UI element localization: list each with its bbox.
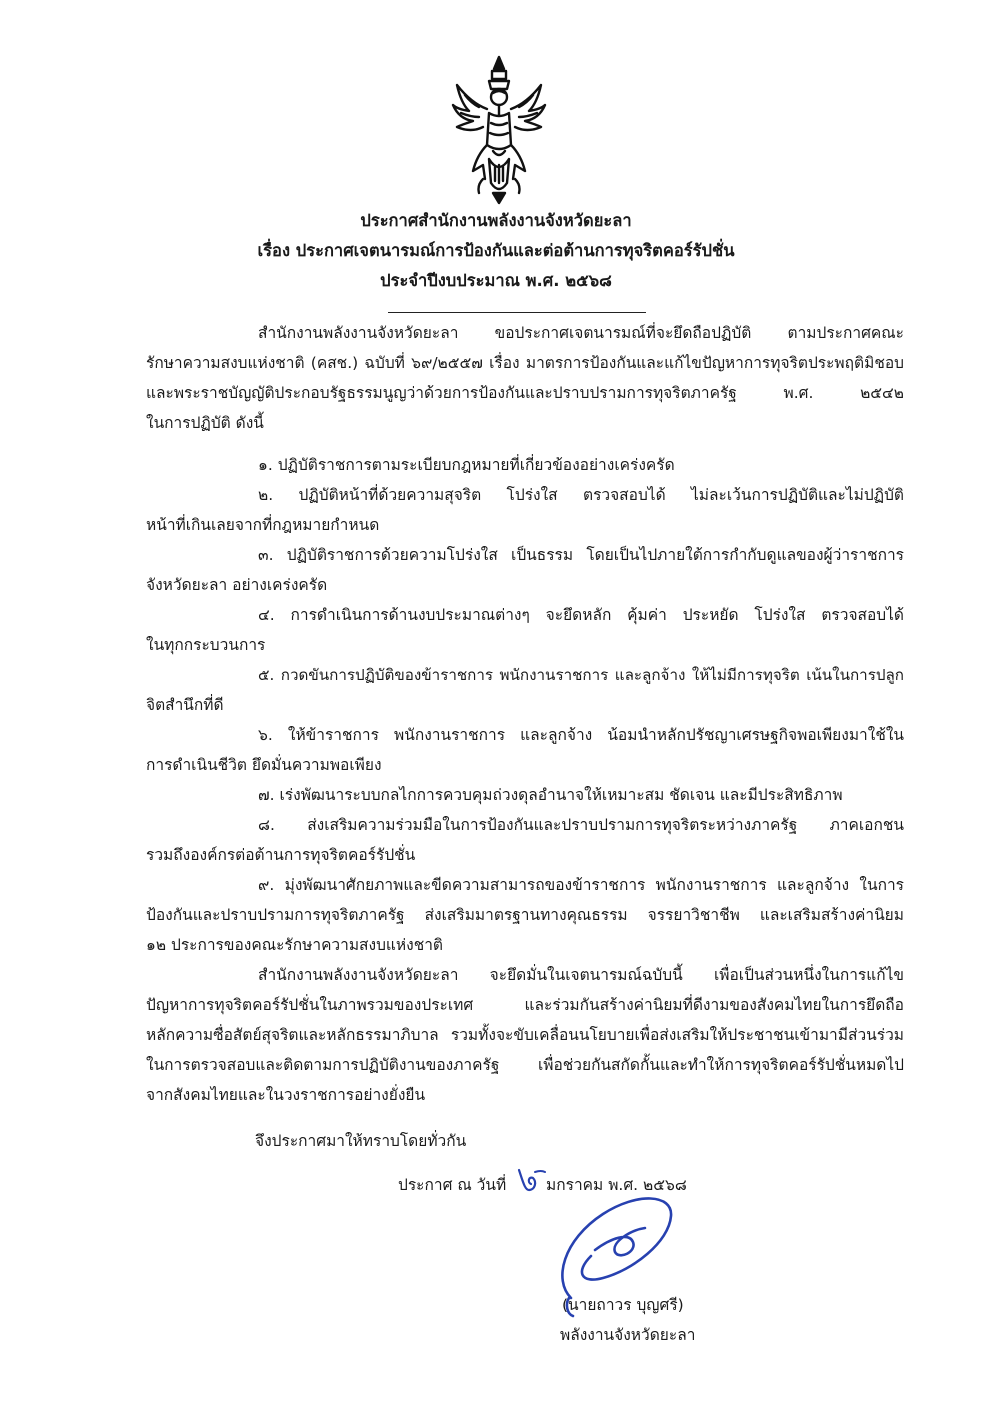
item-9-line: ๑๒ ประการของคณะรักษาความสงบแห่งชาติ: [146, 936, 443, 954]
signatory-position: พลังงานจังหวัดยะลา: [560, 1326, 696, 1344]
item-6-line: การดำเนินชีวิต ยึดมั่นความพอเพียง: [146, 756, 382, 774]
item-2-line: หน้าที่เกินเลยจากที่กฎหมายกำหนด: [146, 516, 380, 534]
document-body: [146, 318, 904, 1110]
conclusion-line: ในการตรวจสอบและติดตามการปฏิบัติงานของภาครัฐ เพื่อช่วยกันสกัดกั้นและทำให้การทุจริตคอร์รัปชั่นหมดไป: [146, 1056, 904, 1074]
header-divider: [388, 312, 646, 313]
closing-announcement: จึงประกาศมาให้ทราบโดยทั่วกัน: [255, 1132, 467, 1150]
document-title: ประกาศสำนักงานพลังงานจังหวัดยะลา: [360, 211, 632, 230]
item-3-line: จังหวัดยะลา อย่างเคร่งครัด: [146, 576, 328, 594]
item-7-line: ๗. เร่งพัฒนาระบบกลไกการควบคุมถ่วงดุลอำนาจให้เหมาะสม ชัดเจน และมีประสิทธิภาพ: [258, 786, 843, 804]
conclusion-line: ปัญหาการทุจริตคอร์รัปชั่นในภาพรวมของประเทศ และร่วมกันสร้างค่านิยมที่ดีงามของสังคมไทยในการยึดถือ: [146, 996, 904, 1014]
intro-paragraph: [146, 318, 904, 438]
intro-line: สำนักงานพลังงานจังหวัดยะลา ขอประกาศเจตนารมณ์ที่จะยึดถือปฏิบัติ ตามประกาศคณะ: [258, 324, 904, 342]
item-3-line: ๓. ปฏิบัติราชการด้วยความโปร่งใส เป็นธรรม โดยเป็นไปภายใต้การกำกับดูแลของผู้ว่าราชการ: [258, 546, 904, 564]
item-5-line: จิตสำนึกที่ดี: [146, 696, 224, 714]
document-fiscal-year: ประจำปีงบประมาณ พ.ศ. ๒๕๖๘: [380, 271, 612, 290]
item-8-line: รวมถึงองค์กรต่อต้านการทุจริตคอร์รัปชั่น: [146, 846, 416, 864]
item-4-line: ๔. การดำเนินการด้านงบประมาณต่างๆ จะยึดหลัก คุ้มค่า ประหยัด โปร่งใส ตรวจสอบได้: [258, 606, 904, 624]
item-9-line: ป้องกันและปราบปรามการทุจริตภาครัฐ ส่งเสริมมาตรฐานทางคุณธรรม จรรยาวิชาชีพ และเสริมสร้างค่านิยม: [146, 906, 904, 924]
item-5-line: ๕. กวดขันการปฏิบัติของข้าราชการ พนักงานราชการ และลูกจ้าง ให้ไม่มีการทุจริต เน้นในการปลูก: [258, 666, 904, 684]
item-6-line: ๖. ให้ข้าราชการ พนักงานราชการ และลูกจ้าง น้อมนำหลักปรัชญาเศรษฐกิจพอเพียงมาใช้ใน: [258, 726, 904, 744]
item-1-line: ๑. ปฏิบัติราชการตามระเบียบกฎหมายที่เกี่ยวข้องอย่างเคร่งครัด: [258, 456, 675, 474]
item-8-line: ๘. ส่งเสริมความร่วมมือในการป้องกันและปราบปรามการทุจริตระหว่างภาครัฐ ภาคเอกชน: [258, 816, 904, 834]
date-rest: มกราคม พ.ศ. ๒๕๖๘: [546, 1176, 687, 1194]
conclusion-line: หลักความซื่อสัตย์สุจริตและหลักธรรมาภิบาล รวมทั้งจะขับเคลื่อนนโยบายเพื่อส่งเสริมให้ประชาชนเข้ามามีส่วนร่วม: [146, 1026, 904, 1044]
document-header: [0, 206, 992, 296]
conclusion-line: สำนักงานพลังงานจังหวัดยะลา จะยึดมั่นในเจตนารมณ์ฉบับนี้ เพื่อเป็นส่วนหนึ่งในการแก้ไข: [258, 966, 904, 984]
item-9-line: ๙. มุ่งพัฒนาศักยภาพและขีดความสามารถของข้าราชการ พนักงานราชการ และลูกจ้าง ในการ: [258, 876, 904, 894]
handwritten-day: [515, 1166, 549, 1196]
intro-line: และพระราชบัญญัติประกอบรัฐธรรมนูญว่าด้วยการป้องกันและปราบปรามการทุจริตภาครัฐ พ.ศ. ๒๕๔๒: [146, 384, 904, 402]
conclusion-line: จากสังคมไทยและในวงราชการอย่างยั่งยืน: [146, 1086, 426, 1104]
document-subject: เรื่อง ประกาศเจตนารมณ์การป้องกันและต่อต้านการทุจริตคอร์รัปชั่น: [257, 241, 735, 260]
intro-line: รักษาความสงบแห่งชาติ (คสช.) ฉบับที่ ๖๙/๒๕๕๗ เรื่อง มาตรการป้องกันและแก้ไขปัญหาการทุจริตประพฤติมิชอบ: [146, 354, 904, 372]
item-2-line: ๒. ปฏิบัติหน้าที่ด้วยความสุจริต โปร่งใส ตรวจสอบได้ ไม่ละเว้นการปฏิบัติและไม่ปฏิบัติ: [258, 486, 904, 504]
date-prefix: ประกาศ ณ วันที่: [398, 1176, 507, 1194]
item-4-line: ในทุกกระบวนการ: [146, 636, 266, 654]
intro-line: ในการปฏิบัติ ดังนี้: [146, 414, 264, 432]
garuda-emblem-icon: [448, 55, 550, 205]
signatory-name: (นายถาวร บุญศรี): [562, 1296, 684, 1314]
